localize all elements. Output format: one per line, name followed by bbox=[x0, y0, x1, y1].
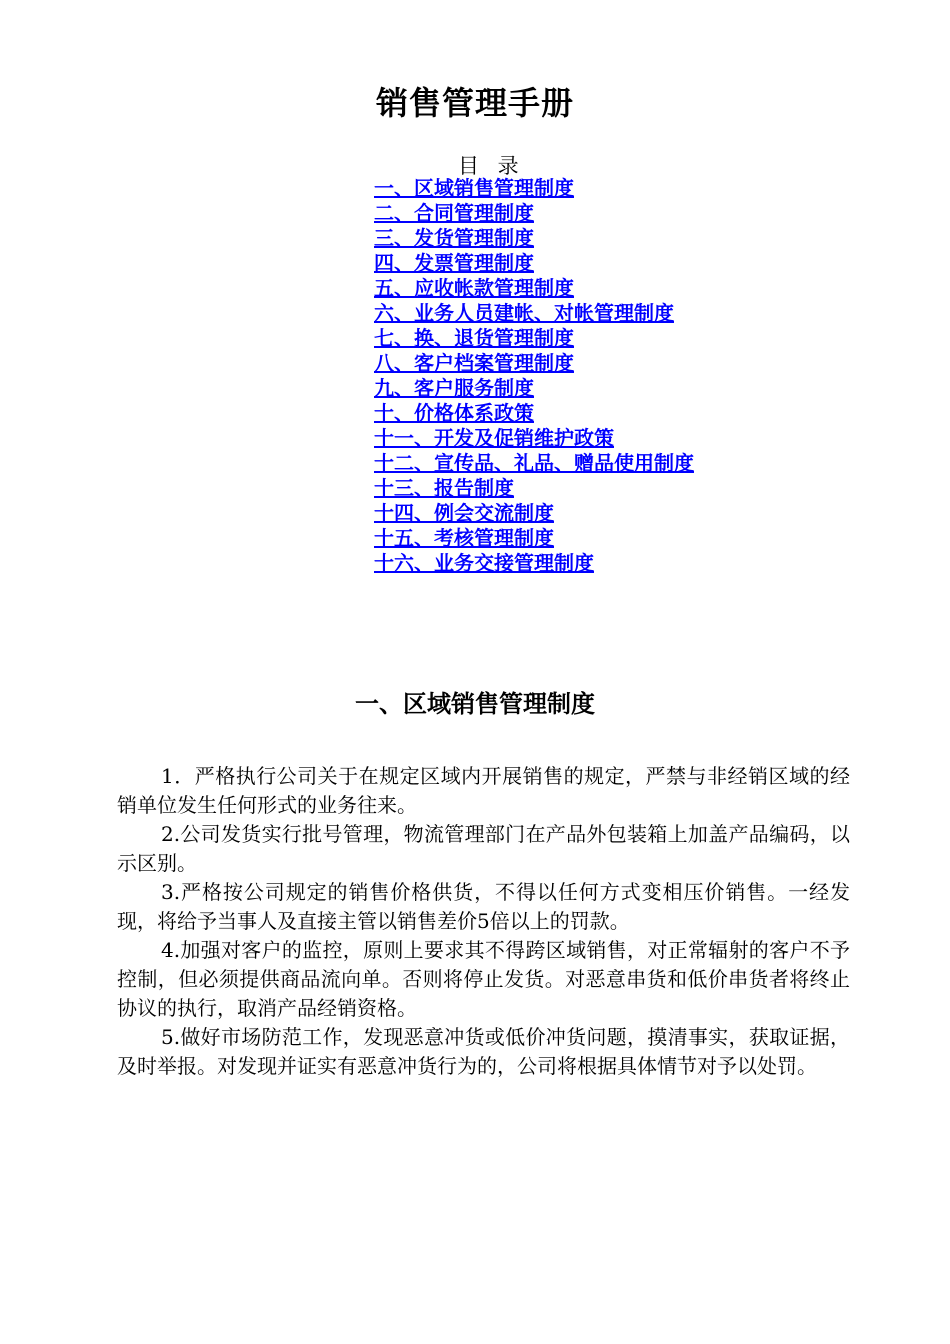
paragraph-3: 3.严格按公司规定的销售价格供货，不得以任何方式变相压价销售。一经发现，将给予当事人及直接主管以销售差价5倍以上的罚款。 bbox=[117, 880, 850, 933]
toc-item bbox=[374, 176, 694, 201]
toc-item bbox=[374, 326, 694, 351]
paragraph-5: 5.做好市场防范工作，发现恶意冲货或低价冲货问题，摸清事实，获取证据，及时举报。对发现并证实有恶意冲货行为的，公司将根据具体情节对予以处罚。 bbox=[117, 1025, 850, 1078]
toc-item bbox=[374, 226, 694, 251]
paragraph-2: 2.公司发货实行批号管理，物流管理部门在产品外包装箱上加盖产品编码，以示区别。 bbox=[117, 822, 850, 875]
toc-item bbox=[374, 376, 694, 401]
toc-link-7[interactable]: 七、换、退货管理制度 bbox=[374, 326, 574, 350]
toc-item bbox=[374, 301, 694, 326]
toc-item bbox=[374, 501, 694, 526]
paragraph-1: 1．严格执行公司关于在规定区域内开展销售的规定，严禁与非经销区域的经销单位发生任何形式的业务往来。 bbox=[117, 764, 850, 817]
toc-item bbox=[374, 476, 694, 501]
toc-link-6[interactable]: 六、业务人员建帐、对帐管理制度 bbox=[374, 301, 674, 325]
paragraph-4: 4.加强对客户的监控，原则上要求其不得跨区域销售，对正常辐射的客户不予控制，但必须提供商品流向单。否则将停止发货。对恶意串货和低价串货者将终止协议的执行，取消产品经销资格。 bbox=[117, 938, 850, 1020]
toc-item bbox=[374, 201, 694, 226]
toc-link-13[interactable]: 十三、报告制度 bbox=[374, 476, 514, 500]
toc-link-1[interactable]: 一、区域销售管理制度 bbox=[374, 176, 574, 200]
toc-item bbox=[374, 401, 694, 426]
toc-link-9[interactable]: 九、客户服务制度 bbox=[374, 376, 534, 400]
toc-link-2[interactable]: 二、合同管理制度 bbox=[374, 201, 534, 225]
toc-link-4[interactable]: 四、发票管理制度 bbox=[374, 251, 534, 275]
toc-link-3[interactable]: 三、发货管理制度 bbox=[374, 226, 534, 250]
table-of-contents bbox=[374, 176, 694, 576]
toc-heading: 目 录 bbox=[458, 154, 525, 178]
toc-item bbox=[374, 251, 694, 276]
toc-item bbox=[374, 551, 694, 576]
toc-item bbox=[374, 276, 694, 301]
toc-link-5[interactable]: 五、应收帐款管理制度 bbox=[374, 276, 574, 300]
toc-item bbox=[374, 526, 694, 551]
document-title: 销售管理手册 bbox=[375, 84, 574, 122]
toc-link-15[interactable]: 十五、考核管理制度 bbox=[374, 526, 554, 550]
toc-link-11[interactable]: 十一、开发及促销维护政策 bbox=[374, 426, 614, 450]
toc-item bbox=[374, 351, 694, 376]
toc-link-16[interactable]: 十六、业务交接管理制度 bbox=[374, 551, 594, 575]
toc-link-10[interactable]: 十、价格体系政策 bbox=[374, 401, 534, 425]
toc-item bbox=[374, 426, 694, 451]
toc-link-8[interactable]: 八、客户档案管理制度 bbox=[374, 351, 574, 375]
toc-item bbox=[374, 451, 694, 476]
section-body bbox=[117, 762, 850, 1081]
section-title: 一、区域销售管理制度 bbox=[355, 690, 595, 718]
toc-link-14[interactable]: 十四、例会交流制度 bbox=[374, 501, 554, 525]
toc-link-12[interactable]: 十二、宣传品、礼品、赠品使用制度 bbox=[374, 451, 694, 475]
